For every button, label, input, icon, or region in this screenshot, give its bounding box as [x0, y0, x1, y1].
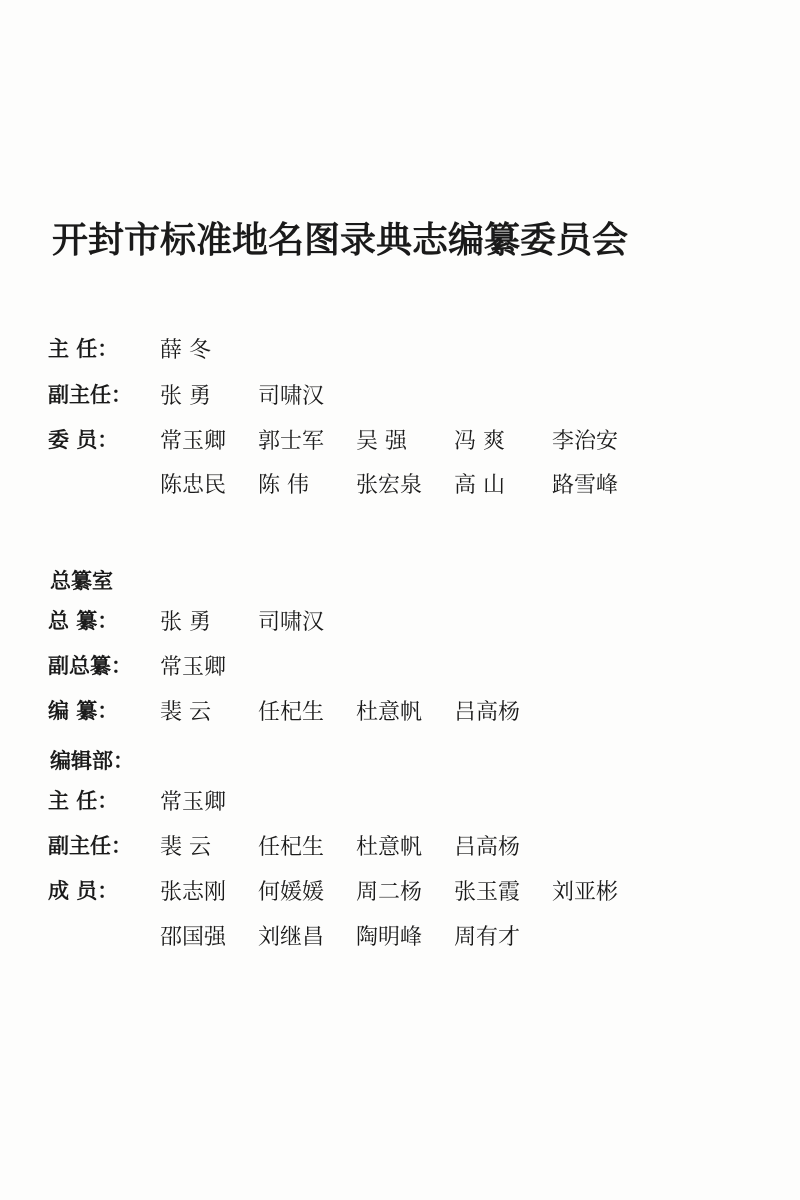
editorial-deputy-row: [48, 825, 552, 865]
person-name: 邵国强: [160, 924, 227, 950]
editorial-director-row: [48, 780, 258, 820]
person-name: 杜意帆: [356, 834, 423, 860]
person-name: 常玉卿: [160, 428, 227, 454]
role-label: 副主任：: [48, 383, 132, 407]
editors-row: [48, 690, 552, 730]
chief-editor-row: [48, 600, 356, 640]
person-name: 吴 强: [356, 428, 407, 454]
role-label: 主 任：: [48, 337, 119, 361]
section-heading-general-office: 总纂室: [50, 569, 113, 593]
name-list: [160, 830, 552, 861]
person-name: 路雪峰: [552, 472, 619, 498]
person-name: 吕高杨: [454, 699, 521, 725]
person-name: 裴 云: [160, 699, 211, 725]
person-name: 周有才: [454, 924, 521, 950]
person-name: 高 山: [454, 472, 505, 498]
committee-members-row-2: [48, 463, 650, 503]
role-label: 副主任：: [48, 834, 132, 858]
person-name: 陈 伟: [258, 472, 309, 498]
person-name: 郭士军: [258, 428, 325, 454]
name-list: [160, 785, 258, 816]
person-name: 刘亚彬: [552, 879, 619, 905]
person-name: 张志刚: [160, 879, 227, 905]
person-name: 李治安: [552, 428, 619, 454]
name-list: [160, 379, 356, 410]
person-name: 张 勇: [160, 609, 211, 635]
name-list: [160, 695, 552, 726]
role-label: 委 员：: [48, 428, 119, 452]
person-name: 何媛媛: [258, 879, 325, 905]
person-name: 任杞生: [258, 699, 325, 725]
person-name: 陶明峰: [356, 924, 423, 950]
person-name: 陈忠民: [160, 472, 227, 498]
person-name: 吕高杨: [454, 834, 521, 860]
role-label: 编 纂：: [48, 699, 119, 723]
person-name: 司啸汉: [258, 609, 325, 635]
section-heading-editorial-dept: 编辑部：: [50, 749, 134, 773]
role-label: 副总纂：: [48, 654, 132, 678]
person-name: 张宏泉: [356, 472, 423, 498]
person-name: 薛 冬: [160, 337, 211, 363]
person-name: 常玉卿: [160, 654, 227, 680]
person-name: 冯 爽: [454, 428, 505, 454]
name-list: [160, 468, 650, 499]
name-list: [160, 605, 356, 636]
person-name: 常玉卿: [160, 789, 227, 815]
person-name: 司啸汉: [258, 383, 325, 409]
editorial-members-row-2: [48, 915, 552, 955]
person-name: 任杞生: [258, 834, 325, 860]
person-name: 张 勇: [160, 383, 211, 409]
name-list: [160, 424, 650, 455]
name-list: [160, 920, 552, 951]
name-list: [160, 875, 650, 906]
role-label: 成 员：: [48, 879, 119, 903]
committee-director-row: [48, 328, 258, 368]
person-name: 裴 云: [160, 834, 211, 860]
page-title: 开封市标准地名图录典志编纂委员会: [52, 220, 629, 261]
role-label: 主 任：: [48, 789, 119, 813]
person-name: 刘继昌: [258, 924, 325, 950]
deputy-chief-editor-row: [48, 645, 258, 685]
committee-deputy-row: [48, 374, 356, 414]
editorial-members-row-1: [48, 870, 650, 910]
name-list: [160, 650, 258, 681]
person-name: 杜意帆: [356, 699, 423, 725]
role-label: 总 纂：: [48, 609, 119, 633]
person-name: 张玉霞: [454, 879, 521, 905]
committee-members-row-1: [48, 419, 650, 459]
name-list: [160, 333, 258, 364]
person-name: 周二杨: [356, 879, 423, 905]
